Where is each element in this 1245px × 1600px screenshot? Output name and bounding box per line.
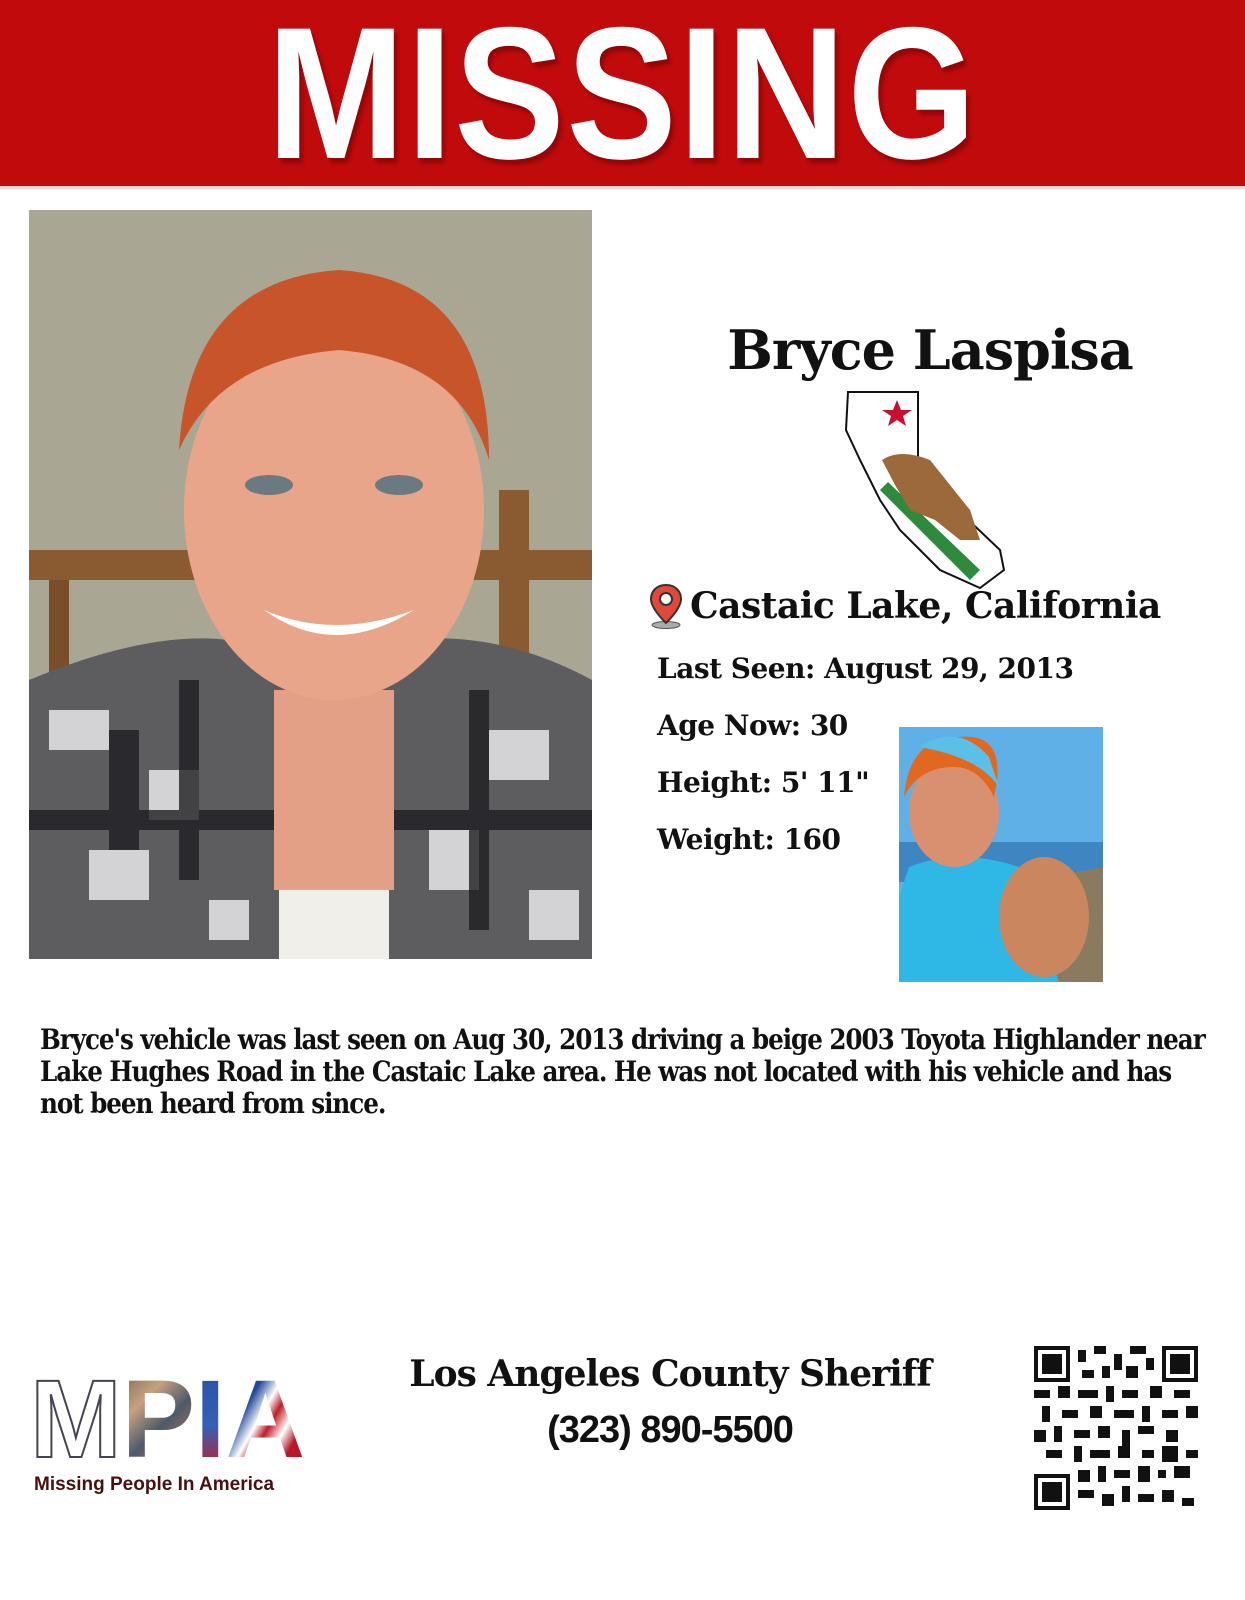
- stat-height: Height: 5' 11": [657, 766, 870, 799]
- contact-agency: Los Angeles County Sheriff: [409, 1353, 931, 1395]
- california-flag-map-icon: [840, 390, 1020, 590]
- mpia-logo: M P I A Missing People In America: [30, 1370, 320, 1505]
- contact-phone[interactable]: (323) 890-5500: [547, 1409, 793, 1451]
- map-pin-icon: [648, 583, 684, 629]
- case-description: Bryce's vehicle was last seen on Aug 30, 2013 driving a beige 2003 Toyota Highlander near Lake Hughes Road in the Castaic Lake area. He was not located with his vehicle and has not been heard from since.: [40, 1023, 1205, 1120]
- banner-title: MISSING: [267, 0, 978, 198]
- stat-last-seen: Last Seen: August 29, 2013: [657, 652, 1074, 685]
- main-portrait-photo: [29, 210, 592, 959]
- secondary-photo: [899, 727, 1103, 982]
- contact-info: [380, 1348, 960, 1460]
- last-known-location: [648, 583, 1161, 629]
- logo-tagline: Missing People In America: [34, 1474, 275, 1495]
- location-text: Castaic Lake, California: [690, 585, 1161, 627]
- missing-banner: [0, 0, 1245, 198]
- stat-weight: Weight: 160: [657, 823, 841, 856]
- stat-age-now: Age Now: 30: [657, 709, 848, 742]
- qr-code-icon[interactable]: [1034, 1346, 1198, 1510]
- person-name: Bryce Laspisa: [727, 318, 1133, 382]
